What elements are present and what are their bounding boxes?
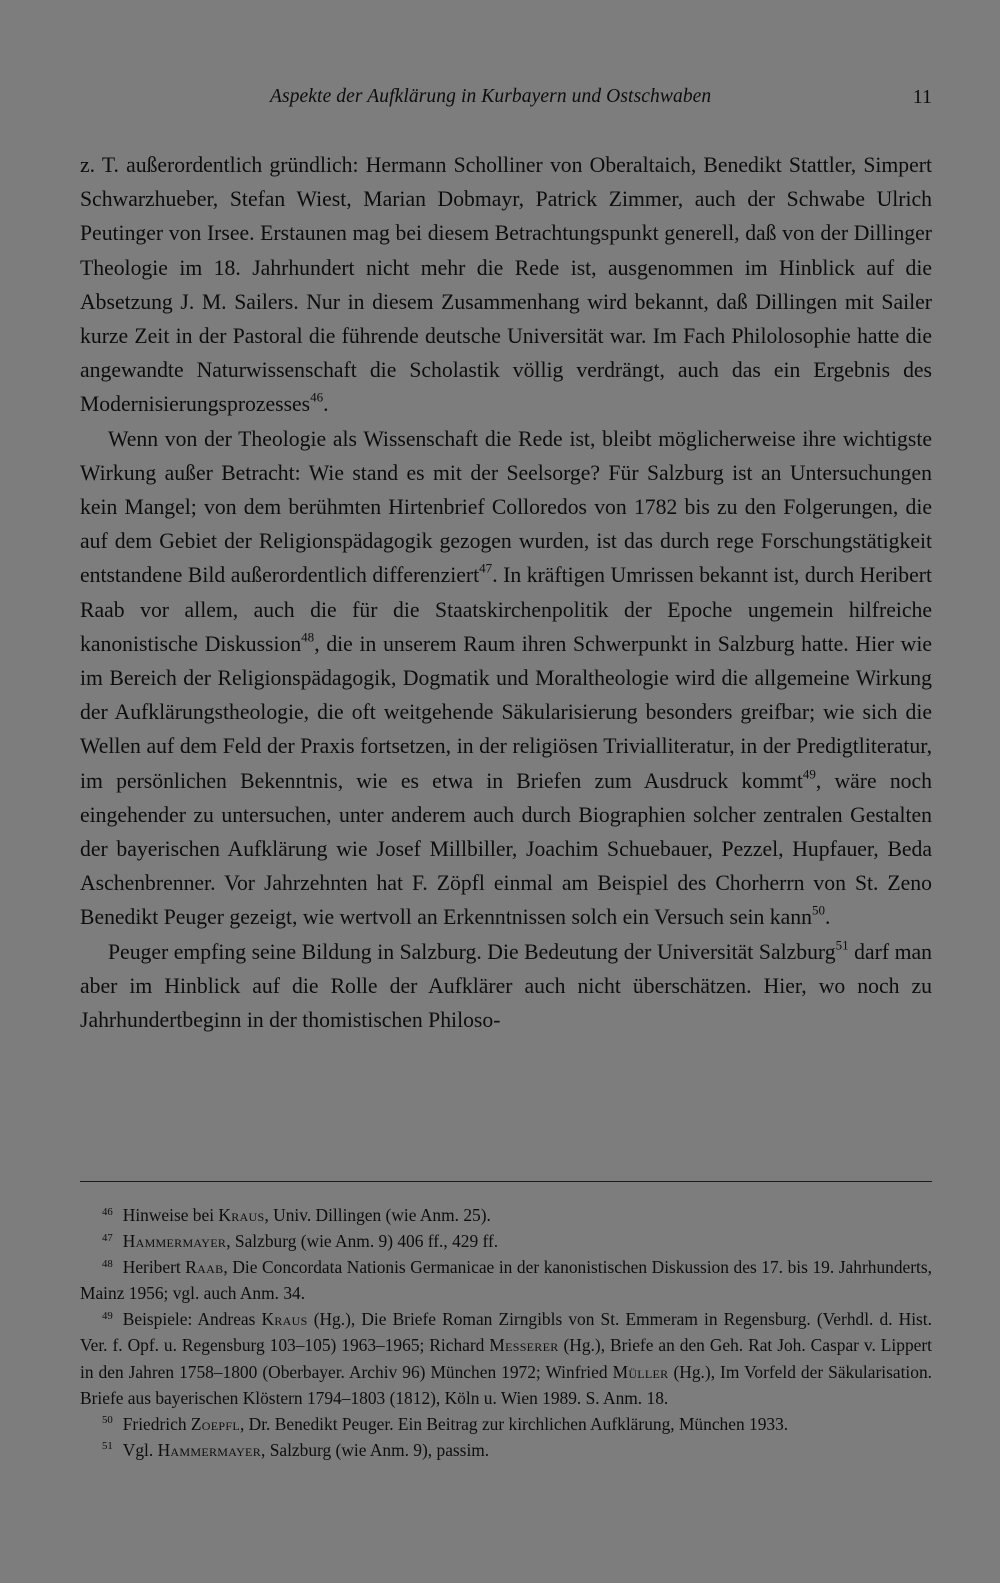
footnote: $^{50}$ Friedrich Zoepfl, Dr. Benedikt Peuger. Ein Beitrag zur kirchlichen Aufklärung, München 1933. xyxy=(102,1413,789,1434)
paragraph: Wenn von der Theologie als Wissenschaft die Rede ist, bleibt möglicherweise ihre wichtigste Wirkung außer Betracht: Wie stand es mit der Seelsorge? Für Salzburg ist an Untersuchungen kein Mangel; von dem berühmten Hirtenbrief Colloredos von 1782 bis zu den Folgerungen, die auf dem Gebiet der Religionspädagogik gezogen wurden, ist das durch rege Forschungstätigkeit entstandene Bild außerordentlich differenziert$^{47}$. In kräftigen Umrissen bekannt ist, durch Heribert Raab vor allem, auch die für die Staatskirchenpolitik der Epoche ungemein hilfreiche kanonistische Diskussion$^{48}$, die in unserem Raum ihren Schwerpunkt in Salzburg hatte. Hier wie im Bereich der Religionspädagogik, Dogmatik und Moraltheologie wird die allgemeine Wirkung der Aufklärungstheologie, die oft weitgehende Säkularisierung besonders greifbar; wie sich die Wellen auf dem Feld der Praxis fortsetzen, in der religiösen Trivialliteratur, in der Predigtliteratur, im persönlichen Bekenntnis, wie es etwa in Briefen zum Ausdruck kommt$^{49}$, wäre noch eingehender zu untersuchen, unter anderem auch durch Biographien solcher zentralen Gestalten der bayerischen Aufklärung wie Josef Millbiller, Joachim Schuebauer, Pezzel, Hupfauer, Beda Aschenbrenner. Vor Jahrzehnten hat F. Zöpfl einmal am Beispiel des Chorherrn von St. Zeno Benedikt Peuger gezeigt, wie wertvoll an Erkenntnissen solch ein Versuch sein kann$^{50}$. xyxy=(80,426,932,930)
footnotes xyxy=(80,1202,932,1463)
footnote: $^{47}$ Hammermayer, Salzburg (wie Anm. 9) 406 ff., 429 ff. xyxy=(102,1231,499,1252)
footnote-ref: 49 xyxy=(802,766,816,782)
footnote: $^{48}$ Heribert Raab, Die Concordata Nationis Germanicae in der kanonistischen Diskussion des 17. bis 19. Jahrhunderts, Mainz 1956; vgl. auch Anm. 34. xyxy=(80,1257,932,1304)
footnote: $^{51}$ Vgl. Hammermayer, Salzburg (wie Anm. 9), passim. xyxy=(102,1439,490,1460)
page-number: 11 xyxy=(912,86,932,108)
footnote-ref: 48 xyxy=(301,629,315,645)
footnote-ref: 46 xyxy=(310,390,324,406)
footnote: $^{49}$ Beispiele: Andreas Kraus (Hg.), Die Briefe Roman Zirngibls von St. Emmeram in Regensburg. (Verhdl. d. Hist. Ver. f. Opf. u. Regensburg 103–105) 1963–1965; Richard Messerer (Hg.), Briefe an den Geh. Rat Joh. Caspar v. Lippert in den Jahren 1758–1800 (Oberbayer. Archiv 96) München 1972; Winfried Müller (Hg.), Im Vorfeld der Säkularisation. Briefe aus bayerischen Klöstern 1794–1803 (1812), Köln u. Wien 1989. S. Anm. 18. xyxy=(80,1309,932,1408)
footnote-ref: 50 xyxy=(811,903,825,919)
paragraph: z. T. außerordentlich gründlich: Hermann Scholliner von Oberaltaich, Benedikt Stattler, Simpert Schwarzhueber, Stefan Wiest, Marian Dobmayr, Patrick Zimmer, auch der Schwabe Ulrich Peutinger von Irsee. Erstaunen mag bei diesem Betrachtungspunkt generell, daß von der Dillinger Theologie im 18. Jahrhundert nicht mehr die Rede ist, ausgenommen im Hinblick auf die Absetzung J. M. Sailers. Nur in diesem Zusammenhang wird bekannt, daß Dillingen mit Sailer kurze Zeit in der Pastoral die führende deutsche Universität war. Im Fach Philolosophie hatte die angewandte Naturwissenschaft die Scholastik völlig verdrängt, auch das ein Ergebnis des Modernisierungsprozesses$^{46}$. xyxy=(80,153,932,417)
page-header xyxy=(80,86,932,116)
footnote: $^{46}$ Hinweise bei Kraus, Univ. Dillingen (wie Anm. 25). xyxy=(102,1205,491,1225)
footnote-divider xyxy=(80,1181,932,1182)
running-title: Aspekte der Aufklärung in Kurbayern und Ostschwaben xyxy=(270,86,712,107)
footnote-ref: 51 xyxy=(835,937,849,953)
paragraph: Peuger empfing seine Bildung in Salzburg. Die Bedeutung der Universität Salzburg$^{51}$ darf man aber im Hinblick auf die Rolle der Aufklärer auch nicht überschätzen. Hier, wo noch zu Jahrhundertbeginn in der thomistischen Philoso- xyxy=(80,937,932,1033)
main-text xyxy=(80,148,932,1037)
footnote-ref: 47 xyxy=(479,561,493,577)
